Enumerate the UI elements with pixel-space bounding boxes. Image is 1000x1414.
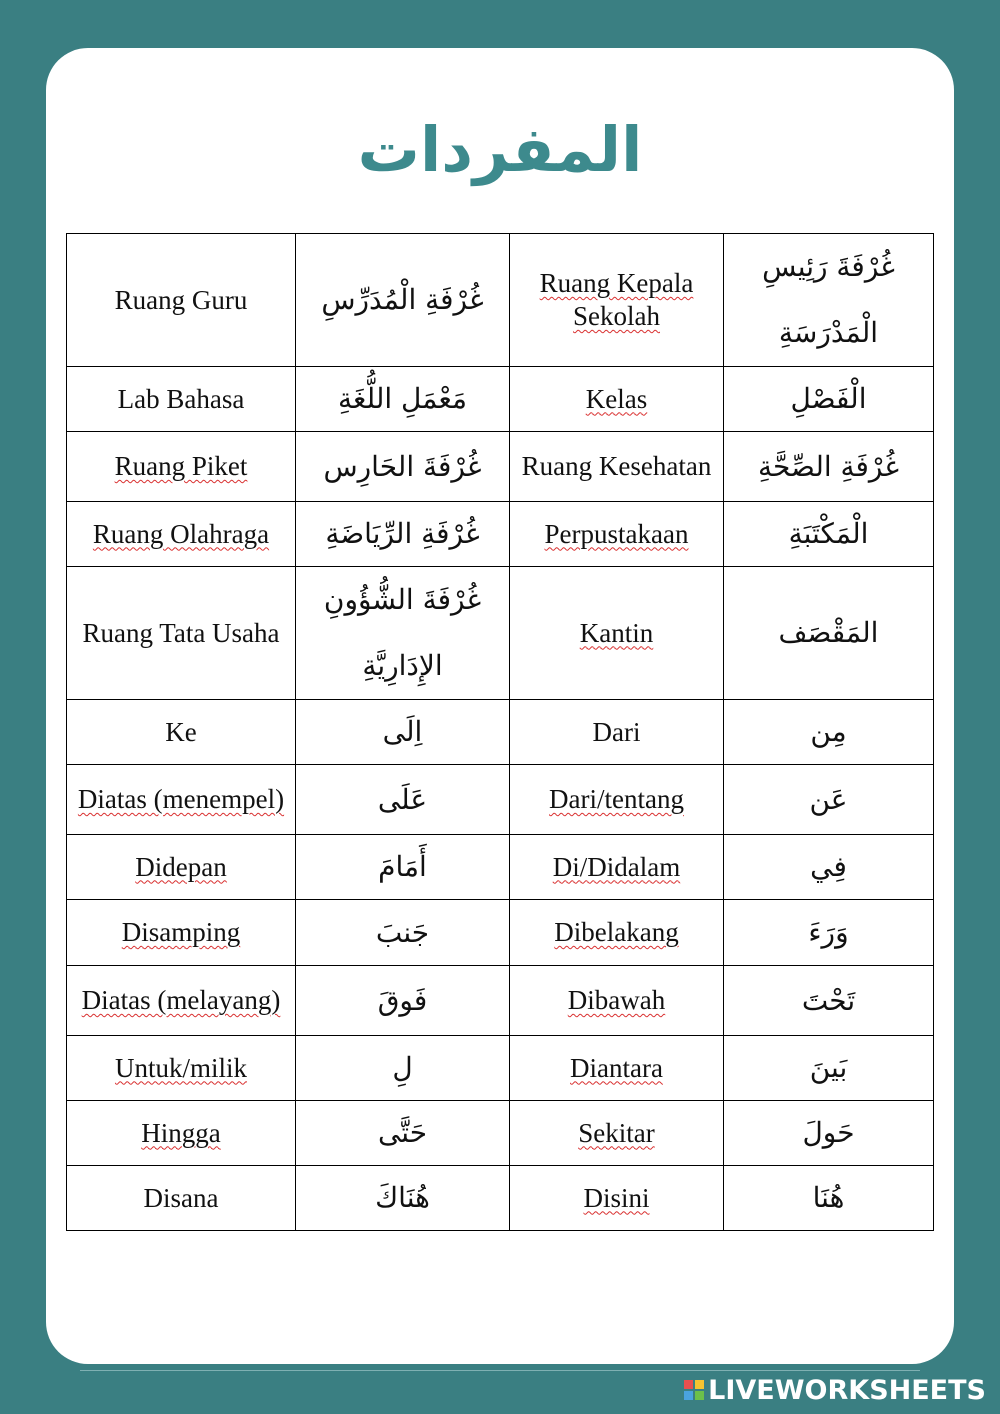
arabic-cell: جَنبَ [296, 900, 510, 966]
indonesian-cell: Disamping [67, 900, 296, 966]
indonesian-cell: Ruang Tata Usaha [67, 567, 296, 700]
indonesian-cell: Di/Didalam [510, 835, 724, 900]
table-row [67, 1166, 934, 1231]
arabic-cell: غُرْفَةِ الصِّحَّةِ [724, 432, 934, 502]
indonesian-cell: Ruang Guru [67, 234, 296, 367]
arabic-cell: حَتَّى [296, 1101, 510, 1166]
page-title: المفردات [357, 113, 643, 186]
table-row [67, 835, 934, 900]
arabic-cell: عَلَى [296, 765, 510, 835]
indonesian-cell: Diatas (melayang) [67, 966, 296, 1036]
indonesian-cell: Kantin [510, 567, 724, 700]
indonesian-cell: Lab Bahasa [67, 367, 296, 432]
table-row [67, 1101, 934, 1166]
indonesian-cell: Ruang Kepala Sekolah [510, 234, 724, 367]
arabic-cell: بَينَ [724, 1036, 934, 1101]
brand-logo[interactable] [684, 1373, 986, 1407]
indonesian-cell: Diantara [510, 1036, 724, 1101]
arabic-cell: اِلَى [296, 700, 510, 765]
arabic-cell: غُرْفَةِ الْمُدَرِّسِ [296, 234, 510, 367]
table-row [67, 966, 934, 1036]
indonesian-cell: Disana [67, 1166, 296, 1231]
arabic-cell: فَوقَ [296, 966, 510, 1036]
indonesian-cell: Kelas [510, 367, 724, 432]
arabic-cell: المَقْصَف [724, 567, 934, 700]
vocabulary-table [66, 233, 934, 1231]
arabic-cell: غُرْفَةِ الرِّيَاضَةِ [296, 502, 510, 567]
table-row [67, 502, 934, 567]
table-row [67, 567, 934, 700]
liveworksheets-logo-icon [684, 1380, 704, 1400]
indonesian-cell: Dari/tentang [510, 765, 724, 835]
indonesian-cell: Dibelakang [510, 900, 724, 966]
indonesian-cell: Disini [510, 1166, 724, 1231]
arabic-cell: غُرْفَةَ الحَارِس [296, 432, 510, 502]
arabic-cell: الْفَصْلِ [724, 367, 934, 432]
table-row [67, 367, 934, 432]
indonesian-cell: Dibawah [510, 966, 724, 1036]
table-row [67, 765, 934, 835]
arabic-cell: مِن [724, 700, 934, 765]
arabic-cell: غُرْفَةَ الشُّؤُونِ الإِدَارِيَّةِ [296, 567, 510, 700]
arabic-cell: الْمَكْتَبَةِ [724, 502, 934, 567]
indonesian-cell: Ruang Kesehatan [510, 432, 724, 502]
arabic-cell: هُنَا [724, 1166, 934, 1231]
indonesian-cell: Sekitar [510, 1101, 724, 1166]
indonesian-cell: Ruang Piket [67, 432, 296, 502]
indonesian-cell: Hingga [67, 1101, 296, 1166]
brand-name: LIVEWORKSHEETS [708, 1374, 986, 1406]
arabic-cell: وَرَءَ [724, 900, 934, 966]
arabic-cell: مَعْمَلِ اللُّغَةِ [296, 367, 510, 432]
arabic-cell: فِي [724, 835, 934, 900]
arabic-cell: لِ [296, 1036, 510, 1101]
indonesian-cell: Ruang Olahraga [67, 502, 296, 567]
arabic-cell: تَحْتَ [724, 966, 934, 1036]
indonesian-cell: Ke [67, 700, 296, 765]
footer-divider [80, 1370, 920, 1371]
arabic-cell: حَولَ [724, 1101, 934, 1166]
arabic-cell: عَن [724, 765, 934, 835]
indonesian-cell: Perpustakaan [510, 502, 724, 567]
table-row [67, 1036, 934, 1101]
arabic-cell: أَمَامَ [296, 835, 510, 900]
indonesian-cell: Didepan [67, 835, 296, 900]
arabic-cell: هُنَاكَ [296, 1166, 510, 1231]
indonesian-cell: Diatas (menempel) [67, 765, 296, 835]
indonesian-cell: Untuk/milik [67, 1036, 296, 1101]
table-row [67, 700, 934, 765]
table-row [67, 900, 934, 966]
arabic-cell: غُرْفَةَ رَئِيسِ الْمَدْرَسَةِ [724, 234, 934, 367]
table-row [67, 234, 934, 367]
table-row [67, 432, 934, 502]
indonesian-cell: Dari [510, 700, 724, 765]
